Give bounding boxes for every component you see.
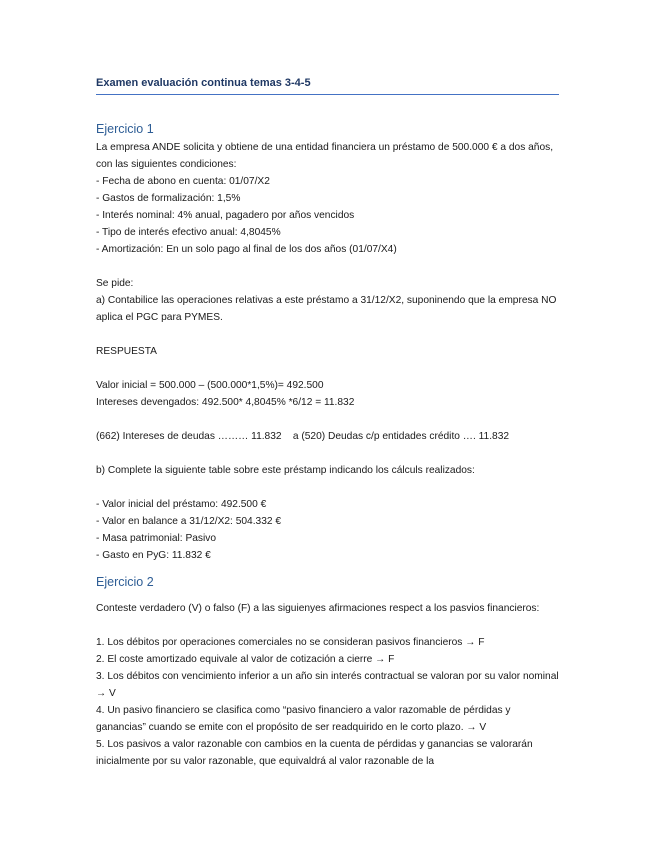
exercise-1-heading: Ejercicio 1 bbox=[96, 122, 154, 136]
condition-line: - Gastos de formalización: 1,5% bbox=[96, 193, 241, 204]
condition-line: - Tipo de interés efectivo anual: 4,8045% bbox=[96, 227, 281, 238]
statement-line: 5. Los pasivos a valor razonable con cambios en la cuenta de pérdidas y ganancias se valorarán inicialmente por su valor razonable, que equivaldrá al valor razonable de la bbox=[96, 739, 533, 767]
question-b: b) Complete la siguiente table sobre este préstamp indicando los cálculs realizados: bbox=[96, 465, 475, 476]
journal-entry: (662) Intereses de deudas ……… 11.832 a (520) Deudas c/p entidades crédito …. 11.832 bbox=[96, 431, 510, 442]
calculation-line: Valor inicial = 500.000 – (500.000*1,5%)= 492.500 bbox=[96, 380, 324, 391]
document-title: Examen evaluación continua temas 3-4-5 bbox=[96, 77, 311, 89]
title-underline bbox=[96, 94, 559, 95]
result-line: - Gasto en PyG: 11.832 € bbox=[96, 550, 211, 561]
condition-line: - Interés nominal: 4% anual, pagadero por años vencidos bbox=[96, 210, 355, 221]
respuesta-label: RESPUESTA bbox=[96, 346, 157, 357]
condition-line: - Fecha de abono en cuenta: 01/07/X2 bbox=[96, 176, 270, 187]
exercise-1-intro: La empresa ANDE solicita y obtiene de una entidad financiera un préstamo de 500.000 € a dos años, con las siguientes condiciones: bbox=[96, 142, 554, 170]
exercise-2-intro: Conteste verdadero (V) o falso (F) a las siguienyes afirmaciones respect a los pasvios financieros: bbox=[96, 603, 540, 614]
se-pide-label: Se pide: bbox=[96, 278, 134, 289]
result-line: - Valor inicial del préstamo: 492.500 € bbox=[96, 499, 267, 510]
document-body bbox=[96, 119, 561, 770]
statement-line: 4. Un pasivo financiero se clasifica como “pasivo financiero a valor razomable de pérdidas y ganancias” cuando se emite con el propósito de ser readquirido en le corto plazo. → V bbox=[96, 705, 511, 733]
result-line: - Masa patrimonial: Pasivo bbox=[96, 533, 217, 544]
calculation-line: Intereses devengados: 492.500* 4,8045% *6/12 = 11.832 bbox=[96, 397, 355, 408]
statement-line: 1. Los débitos por operaciones comerciales no se consideran pasivos financieros → F bbox=[96, 637, 485, 648]
exercise-2-heading: Ejercicio 2 bbox=[96, 575, 154, 589]
result-line: - Valor en balance a 31/12/X2: 504.332 € bbox=[96, 516, 282, 527]
question-a: a) Contabilice las operaciones relativas a este préstamo a 31/12/X2, suponinendo que la empresa NO aplica el PGC para PYMES. bbox=[96, 295, 557, 323]
condition-line: - Amortización: En un solo pago al final de los dos años (01/07/X4) bbox=[96, 244, 397, 255]
statement-line: 3. Los débitos con vencimiento inferior a un año sin interés contractual se valoran por su valor nominal → V bbox=[96, 671, 559, 699]
statement-line: 2. El coste amortizado equivale al valor de cotización a cierre → F bbox=[96, 654, 395, 665]
